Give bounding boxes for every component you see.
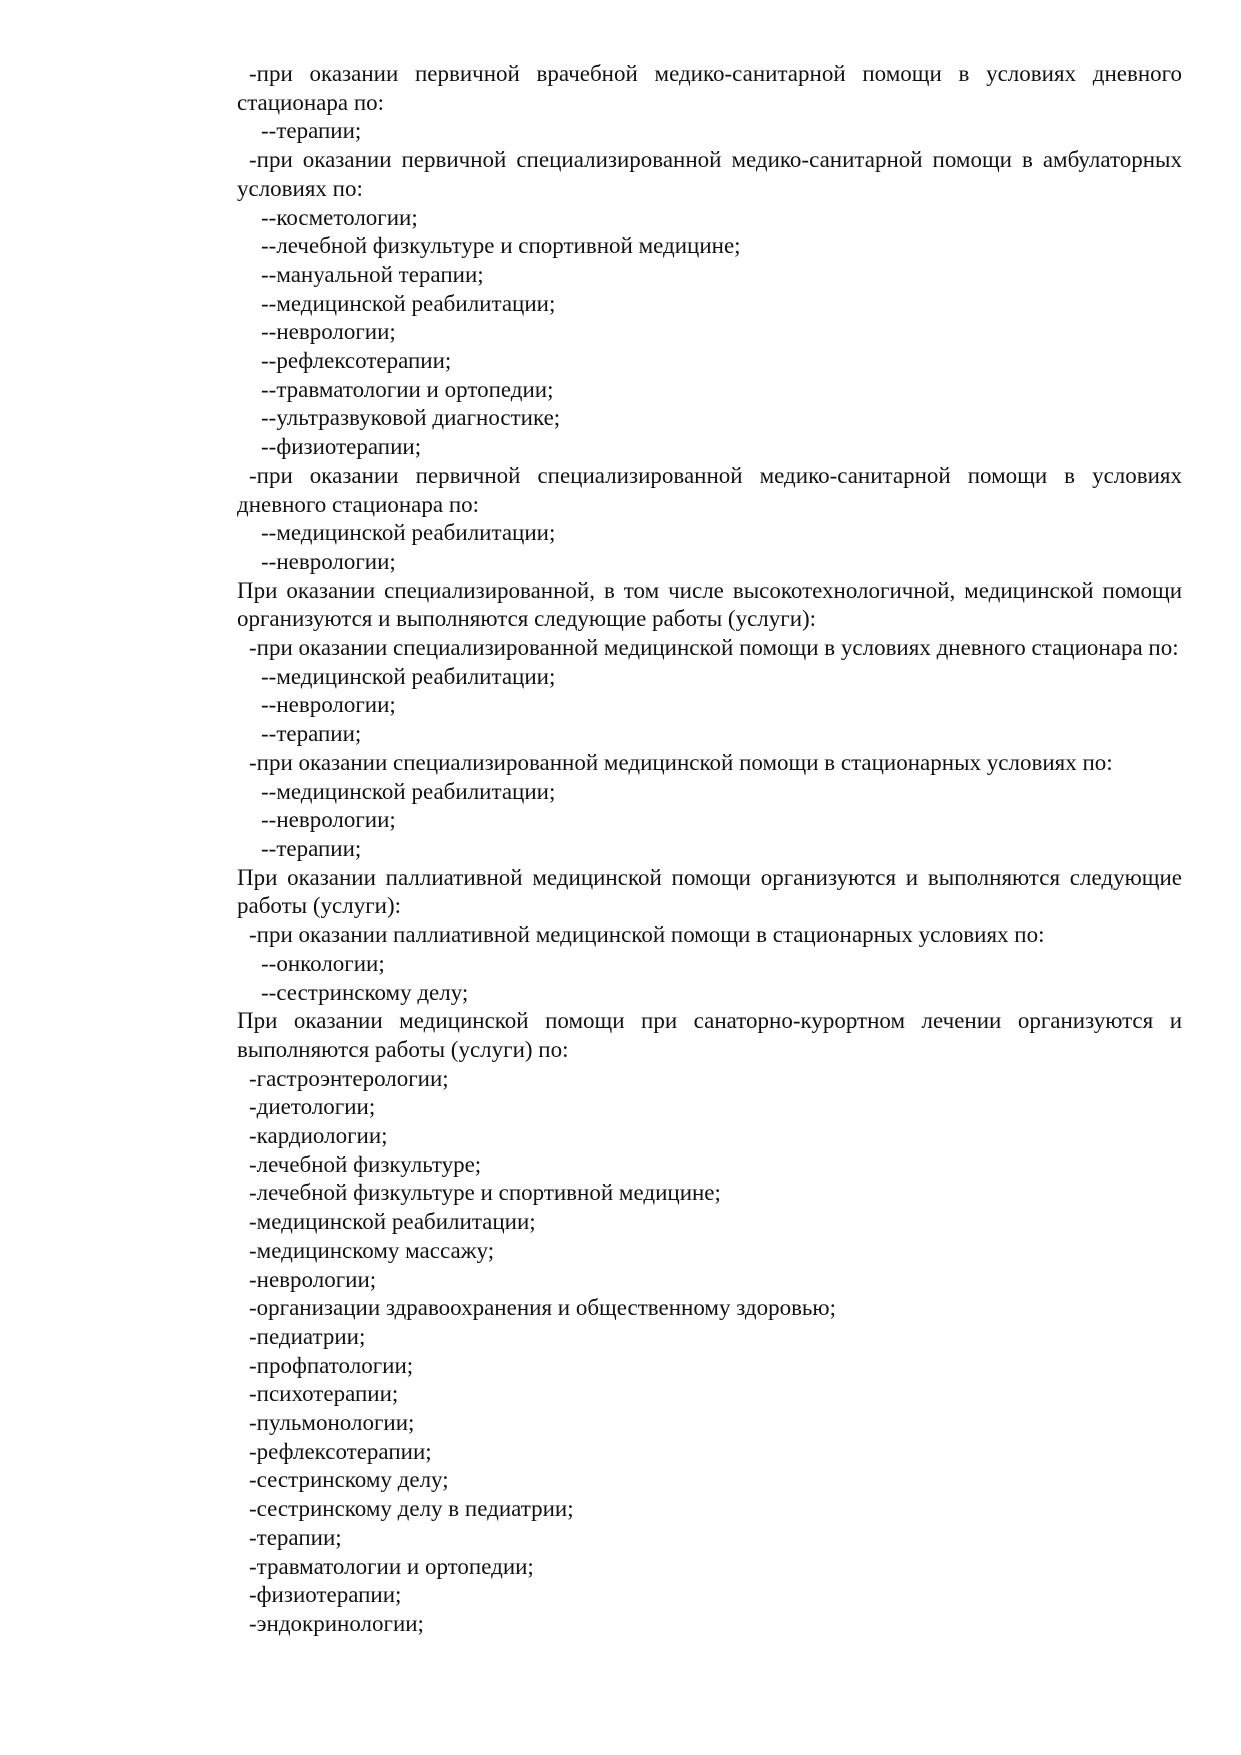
sub-heading: -кардиологии;	[249, 1123, 388, 1149]
sub-heading: -сестринскому делу в педиатрии;	[249, 1496, 574, 1522]
list-item: --неврологии;	[261, 807, 396, 833]
sub-heading: -лечебной физкультуре;	[249, 1151, 482, 1177]
list-item: --рефлексотерапии;	[261, 348, 452, 374]
list-item: --медицинской реабилитации;	[261, 663, 556, 689]
sub-heading: -диетологии;	[249, 1094, 376, 1120]
sub-heading: -эндокринологии;	[249, 1610, 424, 1636]
list-item: --травматологии и ортопедии;	[261, 376, 554, 402]
list-item: --неврологии;	[261, 692, 396, 718]
paragraph: При оказании паллиативной медицинской помощи организуются и выполняются следующие работы (услуги):	[237, 864, 1182, 919]
paragraph: При оказании медицинской помощи при санаторно-курортном лечении организуются и выполняются работы (услуги) по:	[237, 1008, 1182, 1062]
sub-heading: -медицинскому массажу;	[249, 1237, 495, 1263]
sub-heading: -педиатрии;	[249, 1323, 366, 1349]
list-item: --физиотерапии;	[261, 434, 422, 460]
list-item: --медицинской реабилитации;	[261, 520, 556, 546]
sub-heading: -при оказании специализированной медицинской помощи в условиях дневного стационара по:	[249, 635, 1179, 661]
sub-heading: -физиотерапии;	[249, 1582, 402, 1608]
sub-heading: -психотерапии;	[249, 1381, 399, 1407]
sub-heading: -при оказании первичной врачебной медико-санитарной помощи в условиях дневного стационара по:	[237, 61, 1182, 115]
list-item: --терапии;	[261, 118, 362, 144]
list-item: --неврологии;	[261, 319, 396, 345]
list-item: --лечебной физкультуре и спортивной медицине;	[261, 233, 741, 259]
sub-heading: -терапии;	[249, 1524, 342, 1550]
list-item: --мануальной терапии;	[261, 261, 484, 287]
document-body	[237, 60, 1182, 1639]
list-item: --неврологии;	[261, 548, 396, 574]
sub-heading: -организации здравоохранения и общественному здоровью;	[249, 1295, 836, 1321]
sub-heading: -сестринскому делу;	[249, 1467, 449, 1493]
sub-heading: -лечебной физкультуре и спортивной медицине;	[249, 1180, 721, 1206]
sub-heading: -травматологии и ортопедии;	[249, 1553, 534, 1579]
list-item: --онкологии;	[261, 950, 385, 976]
sub-heading: -гастроэнтерологии;	[249, 1065, 449, 1091]
list-item: --косметологии;	[261, 204, 418, 230]
sub-heading: -профпатологии;	[249, 1352, 414, 1378]
sub-heading: -неврологии;	[249, 1266, 377, 1292]
list-item: --сестринскому делу;	[261, 979, 469, 1005]
list-item: --терапии;	[261, 835, 362, 861]
sub-heading: -при оказании паллиативной медицинской помощи в стационарных условиях по:	[249, 922, 1045, 948]
sub-heading: -пульмонологии;	[249, 1410, 415, 1436]
paragraph: При оказании специализированной, в том числе высокотехнологичной, медицинской помощи организуются и выполняются следующие работы (услуги):	[237, 577, 1182, 632]
list-item: --медицинской реабилитации;	[261, 290, 556, 316]
sub-heading: -при оказании специализированной медицинской помощи в стационарных условиях по:	[249, 749, 1113, 775]
list-item: --медицинской реабилитации;	[261, 778, 556, 804]
sub-heading: -при оказании первичной специализированной медико-санитарной помощи в условиях дневного стационара по:	[237, 462, 1182, 517]
list-item: --терапии;	[261, 721, 362, 747]
sub-heading: -при оказании первичной специализированной медико-санитарной помощи в амбулаторных условиях по:	[237, 147, 1182, 201]
list-item: --ультразвуковой диагностике;	[261, 405, 561, 431]
sub-heading: -медицинской реабилитации;	[249, 1209, 536, 1235]
sub-heading: -рефлексотерапии;	[249, 1438, 432, 1464]
